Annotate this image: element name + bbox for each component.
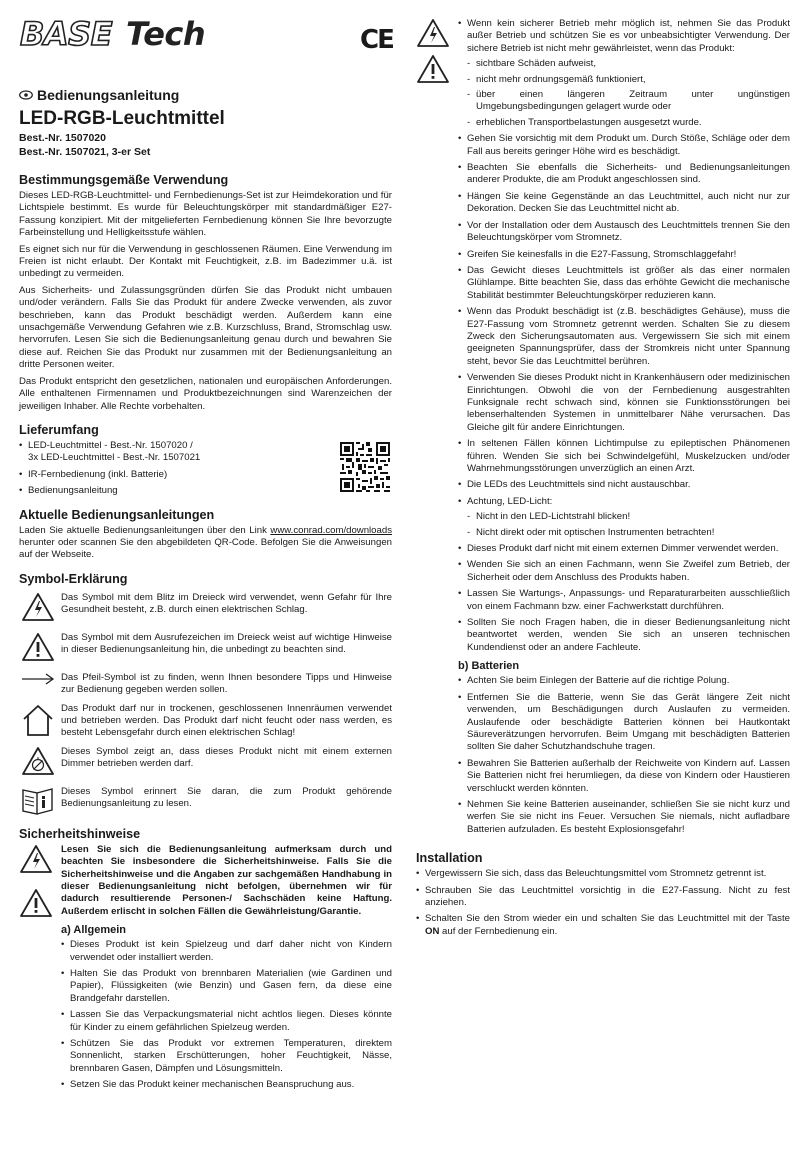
list-item: • In seltenen Fällen können Lichtimpulse zu epileptischen Phänomenen führen. Wenden Sie sich bei Schwindelgefühl, Muskelzucken und/oder Wahrnehmungsstörungen unverzüglich an einen Arzt. (458, 438, 790, 475)
unsafe-conditions-list (467, 58, 790, 129)
list-item: • Verwenden Sie dieses Produkt nicht in Krankenhäusern oder medizinischen Einrichtungen. Obwohl die von der Fernbedienung ausgestrahlten Funksignale recht schwach sind, können sie Funktionsstörungen bei lebenserhaltenden Systemen in unmittelbarer Nähe verursachen. Das Gleiche gilt für andere Einrichtungen. (458, 372, 790, 434)
general-heading: a) Allgemein (61, 924, 126, 937)
list-item: • Wenn das Produkt beschädigt ist (z.B. beschädigtes Gehäuse), muss die E27-Fassung vom Stromnetz getrennt werden. Schalten Sie zu diesem Zweck den Sicherungsautomaten aus. Vergewissern Sie sich mit einem geeigneten Spannungsprüfer, dass der Stromkreis nicht unter Spannung steht, bevor Sie das Leuchtmittel berühren. (458, 306, 790, 368)
symbol-description: Das Symbol mit dem Blitz im Dreieck wird verwendet, wenn Gefahr für Ihre Gesundheit besteht, z.B. durch einen elektrischen Schlag. (61, 591, 392, 616)
list-item: • Bewahren Sie Batterien außerhalb der Reichweite von Kindern auf. Lassen Sie Batterien nicht frei herumliegen, da diese von Kindern oder Haustieren verschluckt werden könnten. (458, 758, 790, 795)
battery-list (458, 675, 790, 836)
installation-list (416, 868, 790, 938)
on-key: ON (425, 925, 440, 937)
list-item: 3x LED-Leuchtmittel - Best.-Nr. 1507021 (28, 452, 201, 464)
read-manual-icon (21, 786, 55, 816)
lightning-triangle-icon (416, 18, 450, 48)
list-item: • Dieses Produkt ist kein Spielzeug und darf daher nicht von Kindern verwendet oder installiert werden. (61, 939, 392, 964)
symbol-description: Das Symbol mit dem Ausrufezeichen im Dreieck weist auf wichtige Hinweise in dieser Bedienungsanleitung hin, die unbedingt zu beachten sind. (61, 631, 392, 656)
list-item: • Dieses Produkt darf nicht mit einem externen Dimmer verwendet werden. (458, 543, 790, 555)
qr-code[interactable] (340, 442, 390, 492)
list-item: • Achtung, LED-Licht: - Nicht in den LED-Lichtstrahl blicken! - Nicht direkt oder mit optischen Instrumenten betrachten! (458, 496, 790, 539)
list-item: • Lassen Sie das Verpackungsmaterial nicht achtlos liegen. Dieses könnte für Kinder zu einem gefährlichen Spielzeug werden. (61, 1009, 392, 1034)
list-item: • Bedienungsanleitung (19, 485, 319, 497)
list-item: • LED-Leuchtmittel - Best.-Nr. 1507020 / (19, 440, 319, 452)
symbol-row (19, 786, 392, 820)
exclamation-triangle-icon (416, 54, 450, 84)
right-column (416, 18, 790, 942)
scope-heading: Lieferumfang (19, 422, 99, 437)
list-item: • Gehen Sie vorsichtig mit dem Produkt um. Durch Stöße, Schläge oder dem Fall aus bereits geringer Höhe wird es beschädigt. (458, 133, 790, 158)
exclamation-triangle-icon (19, 888, 53, 918)
list-item: • Die LEDs des Leuchtmittels sind nicht austauschbar. (458, 479, 790, 491)
intended-use-paragraph: Das Produkt entspricht den gesetzlichen, nationalen und europäischen Anforderungen. Alle enthaltenen Firmennamen und Produktbezeichnungen sind Warenzeichen der jeweiligen Inhaber. Alle Rechte vorbehalten. (19, 375, 392, 412)
list-item: • Setzen Sie das Produkt keiner mechanischen Beanspruchung aus. (61, 1079, 392, 1091)
list-item: - erheblichen Transportbelastungen ausgesetzt wurde. (467, 117, 790, 129)
intended-use-heading: Bestimmungsgemäße Verwendung (19, 173, 229, 187)
order-number-2: Best.-Nr. 1507021, 3-er Set (19, 146, 151, 158)
general-list-left (61, 939, 392, 1091)
scope-section (19, 440, 392, 498)
product-title: LED-RGB-Leuchtmittel (19, 108, 225, 129)
symbol-description: Dieses Symbol zeigt an, dass dieses Produkt nicht mit einem externen Dimmer betrieben werden darf. (61, 745, 392, 770)
list-item: • Vor der Installation oder dem Austausch des Leuchtmittels trennen Sie den Beleuchtungskörper vom Stromnetz. (458, 220, 790, 245)
list-item: - Nicht in den LED-Lichtstrahl blicken! (467, 511, 790, 523)
list-item: • Halten Sie das Produkt von brennbaren Materialien (wie Gardinen und Papier), Flüssigkeiten (wie Benzin) und Gasen fern, da diese eine Brandgefahr darstellen. (61, 968, 392, 1005)
symbol-row (19, 703, 392, 740)
list-item: • Sollten Sie noch Fragen haben, die in dieser Bedienungsanleitung nicht beantwortet werden, wenden Sie sich an unseren technischen Kundendienst oder an andere Fachleute. (458, 617, 790, 654)
lightning-triangle-icon (19, 844, 53, 874)
list-item: • Wenn kein sicherer Betrieb mehr möglich ist, nehmen Sie das Produkt außer Betrieb und schützen Sie es vor unbeabsichtigter Verwendung. Der sichere Betrieb ist nicht mehr gewährleistet, wenn das Produkt: - sichtbare Schäden aufweist, - nicht mehr ordnungsgemäß funktioniert, - über einen längeren Zeitraum unter ungünstigen Umgebungsbedingungen gelagert wurde oder - erheblichen Transportbelastungen ausgesetzt wurde. (458, 18, 790, 129)
list-item: - Nicht direkt oder mit optischen Instrumenten betrachten! (467, 527, 790, 539)
list-item: - über einen längeren Zeitraum unter ungünstigen Umgebungsbedingungen gelagert wurde oder (467, 89, 790, 114)
battery-heading: b) Batterien (458, 660, 520, 673)
list-item: • Beachten Sie ebenfalls die Sicherheits- und Bedienungsanleitungen anderer Produkte, die am Produkt angeschlossen sind. (458, 162, 790, 187)
symbols-heading: Symbol-Erklärung (19, 571, 128, 586)
list-item: • Wenden Sie sich an einen Fachmann, wenn Sie Zweifel zum Betrieb, der Sicherheit oder dem Anschluss des Produkts haben. (458, 559, 790, 584)
current-manuals-heading: Aktuelle Bedienungsanleitungen (19, 507, 215, 522)
list-item: • Das Gewicht dieses Leuchtmittels ist größer als das einer normalen Glühlampe. Bitte beachten Sie, dass das erhöhte Gewicht die mechanische Stabilität bestimmter Beleuchtungskörper reduzieren kann. (458, 265, 790, 302)
safety-section (19, 844, 392, 1096)
current-manuals-text: Laden Sie aktuelle Bedienungsanleitungen über den Link www.conrad.com/downloads herunter oder scannen Sie den abgebildeten QR-Code. Befolgen Sie die Anweisungen auf der Webseite. (19, 524, 392, 561)
intended-use-paragraph: Aus Sicherheits- und Zulassungsgründen dürfen Sie das Produkt nicht umbauen und/oder verändern. Falls Sie das Produkt für andere Zwecke verwenden, als zuvor beschrieben, kann das Produkt beschädigt werden. Außerdem kann eine unsachgemäße Verwendung Gefahren wie z.B. Kurzschluss, Brand, Stromschlag usw. hervorrufen. Lesen Sie sich die Bedienungsanleitung genau durch und bewahren Sie diese auf. Reichen Sie das Produkt nur zusammen mit der Bedienungsanleitung an dritte Personen weiter. (19, 284, 392, 371)
list-item: - nicht mehr ordnungsgemäß funktioniert, (467, 74, 790, 86)
safety-intro-text: Lesen Sie sich die Bedienungsanleitung aufmerksam durch und beachten Sie insbesondere die Sicherheitshinweise. Falls Sie die Sicherheitshinweise und die Angaben zur sachgemäßen Handhabung in dieser Bedienungsanleitung nicht befolgen, übernehmen wir für dadurch resultierende Personen-/ Sachschäden keine Haftung. Außerdem erlischt in solchen Fällen die Gewährleistung/Garantie. (61, 843, 392, 917)
list-item: • Entfernen Sie die Batterie, wenn Sie das Gerät längere Zeit nicht verwenden, um Beschädigungen durch Auslaufen zu vermeiden. Auslaufende oder beschädigte Batterien können bei Hautkontakt Säureverätzungen hervorrufen. Beim Umgang mit beschädigten Batterien sollten Sie daher Schutzhandschuhe tragen. (458, 692, 790, 754)
symbol-row (19, 746, 392, 780)
led-warning-list (467, 511, 790, 539)
arrow-icon (21, 672, 55, 686)
list-item: • Vergewissern Sie sich, dass das Beleuchtungsmittel vom Stromnetz getrennt ist. (416, 868, 790, 880)
symbol-description: Dieses Symbol erinnert Sie daran, die zum Produkt gehörende Bedienungsanleitung zu lesen. (61, 785, 392, 810)
svg-text:BASE: BASE (20, 15, 113, 52)
symbol-row (19, 592, 392, 626)
list-item: • Hängen Sie keine Gegenstände an das Leuchtmittel, auch nicht nur zur Dekoration. Decken Sie das Leuchtmittel nicht ab. (458, 191, 790, 216)
list-item: • Lassen Sie Wartungs-, Anpassungs- und Reparaturarbeiten ausschließlich von einem Fachmann bzw. einer Fachwerkstatt durchführen. (458, 588, 790, 613)
house-icon (21, 703, 55, 737)
list-item: • Schrauben Sie das Leuchtmittel vorsichtig in die E27-Fassung. Nicht zu fest anziehen. (416, 885, 790, 910)
manual-label (19, 86, 392, 104)
symbol-row (19, 672, 392, 697)
general-list-right (458, 18, 790, 654)
list-item: • Nehmen Sie keine Batterien auseinander, schließen Sie sie nicht kurz und werfen Sie sie nicht ins Feuer. Versuchen Sie niemals, nicht aufladbare Batterien aufzuladen. Es besteht Explosionsgefahr! (458, 799, 790, 836)
exclamation-triangle-icon (21, 632, 55, 662)
symbol-row (19, 632, 392, 666)
list-item: • IR-Fernbedienung (inkl. Batterie) (19, 469, 319, 481)
eye-icon (19, 90, 33, 100)
no-dimmer-icon (21, 746, 55, 776)
list-item: • Greifen Sie keinesfalls in die E27-Fassung, Stromschlaggefahr! (458, 249, 790, 261)
lightning-triangle-icon (21, 592, 55, 622)
svg-text:Tech: Tech (126, 15, 206, 52)
symbol-description: Das Pfeil-Symbol ist zu finden, wenn Ihnen besondere Tipps und Hinweise zur Bedienung gegeben werden sollen. (61, 671, 392, 696)
list-item: • Schalten Sie den Strom wieder ein und schalten Sie das Leuchtmittel mit der Taste ON auf der Fernbedienung ein. (416, 913, 790, 938)
list-item: • Schützen Sie das Produkt vor extremen Temperaturen, direktem Sonnenlicht, starken Erschütterungen, hoher Feuchtigkeit, Nässe, brennbaren Gasen, Dämpfen und Lösungsmitteln. (61, 1038, 392, 1075)
safety-heading: Sicherheitshinweise (19, 826, 141, 841)
installation-heading: Installation (416, 851, 483, 866)
symbol-description: Das Produkt darf nur in trockenen, geschlossenen Innenräumen verwendet und betrieben werden. Das Produkt darf nicht feucht oder nass werden, es besteht Lebensgefahr durch einen elektrischen Schlag! (61, 702, 392, 739)
brand-logo (18, 14, 248, 52)
downloads-link[interactable]: www.conrad.com/downloads (270, 524, 392, 536)
left-column (19, 86, 392, 1096)
list-item: - sichtbare Schäden aufweist, (467, 58, 790, 70)
order-number-1: Best.-Nr. 1507020 (19, 132, 106, 144)
intended-use-paragraph: Dieses LED-RGB-Leuchtmittel- und Fernbedienungs-Set ist zur Heimdekoration und für Lichtspiele bestimmt. Es wurde für Beleuchtungskörper mit standardmäßiger E27-Fassung konzipiert. Mit der mitgelieferten Fernbedienung können Sie Ihre bevorzugte Farbeinstellung und Helligkeitsstufe wählen. (19, 190, 392, 239)
manual-label-text: Bedienungsanleitung (37, 86, 180, 103)
list-item: • Achten Sie beim Einlegen der Batterie auf die richtige Polung. (458, 675, 790, 687)
ce-mark: CE (360, 25, 393, 55)
intended-use-paragraph: Es eignet sich nur für die Verwendung in geschlossenen Räumen. Eine Verwendung im Freien ist nicht erlaubt. Der Kontakt mit Feuchtigkeit, z.B. im Badezimmer u.ä. ist unbedingt zu vermeiden. (19, 243, 392, 280)
